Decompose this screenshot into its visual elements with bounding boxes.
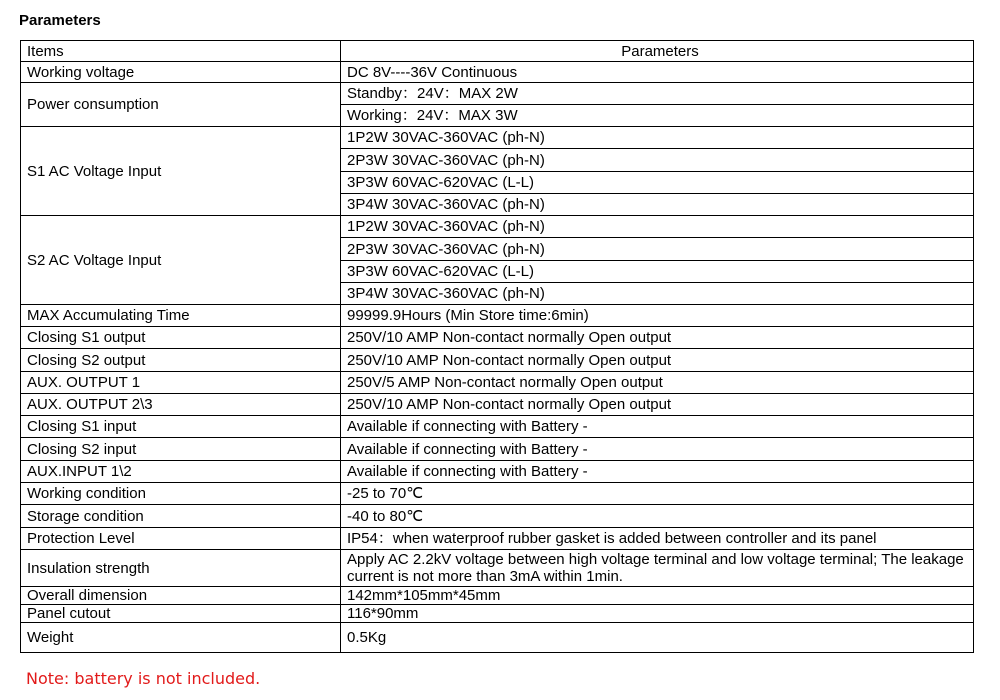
- table-row: [21, 438, 974, 461]
- item-cell: Overall dimension: [21, 587, 341, 605]
- value-cell: 3P4W 30VAC-360VAC (ph-N): [341, 283, 974, 305]
- value-cell: 1P2W 30VAC-360VAC (ph-N): [341, 127, 974, 149]
- item-cell: AUX. OUTPUT 1: [21, 372, 341, 394]
- value-cell: 3P3W 60VAC-620VAC (L-L): [341, 172, 974, 194]
- table-row: [21, 127, 974, 149]
- item-cell: Closing S1 output: [21, 327, 341, 349]
- table-row: [21, 483, 974, 505]
- value-cell: 250V/10 AMP Non-contact normally Open output: [341, 327, 974, 349]
- value-cell: 3P4W 30VAC-360VAC (ph-N): [341, 194, 974, 216]
- value-cell: -40 to 80℃: [341, 505, 974, 528]
- value-cell: 0.5Kg: [341, 623, 974, 653]
- table-row: [21, 461, 974, 483]
- value-cell: Available if connecting with Battery -: [341, 438, 974, 461]
- value-cell: 2P3W 30VAC-360VAC (ph-N): [341, 238, 974, 261]
- header-parameters: Parameters: [341, 41, 974, 62]
- item-cell: AUX.INPUT 1\2: [21, 461, 341, 483]
- value-cell: 99999.9Hours (Min Store time:6min): [341, 305, 974, 327]
- value-cell: IP54：when waterproof rubber gasket is added between controller and its panel: [341, 528, 974, 550]
- table-row: [21, 528, 974, 550]
- item-cell: Insulation strength: [21, 550, 341, 587]
- header-items: Items: [21, 41, 341, 62]
- table-header-row: [21, 41, 974, 62]
- item-cell: S2 AC Voltage Input: [21, 216, 341, 305]
- table-row: [21, 623, 974, 653]
- item-cell: MAX Accumulating Time: [21, 305, 341, 327]
- value-cell: 250V/5 AMP Non-contact normally Open output: [341, 372, 974, 394]
- table-row: [21, 349, 974, 372]
- value-cell: Available if connecting with Battery -: [341, 461, 974, 483]
- value-cell: -25 to 70℃: [341, 483, 974, 505]
- item-cell: Closing S2 input: [21, 438, 341, 461]
- item-cell: Closing S1 input: [21, 416, 341, 438]
- item-cell: S1 AC Voltage Input: [21, 127, 341, 216]
- item-cell: Working condition: [21, 483, 341, 505]
- table-row: [21, 394, 974, 416]
- table-row: [21, 550, 974, 587]
- item-cell: Storage condition: [21, 505, 341, 528]
- table-row: [21, 216, 974, 238]
- item-cell: Panel cutout: [21, 605, 341, 623]
- value-cell: 3P3W 60VAC-620VAC (L-L): [341, 261, 974, 283]
- item-cell: Protection Level: [21, 528, 341, 550]
- table-row: [21, 505, 974, 528]
- table-row: [21, 372, 974, 394]
- battery-note: Note: battery is not included.: [26, 669, 261, 688]
- table-row: [21, 605, 974, 623]
- table-row: [21, 587, 974, 605]
- item-cell: AUX. OUTPUT 2\3: [21, 394, 341, 416]
- item-cell: Working voltage: [21, 62, 341, 83]
- value-cell: 1P2W 30VAC-360VAC (ph-N): [341, 216, 974, 238]
- value-cell: Working：24V：MAX 3W: [341, 105, 974, 127]
- table-row: [21, 62, 974, 83]
- value-cell: Apply AC 2.2kV voltage between high voltage terminal and low voltage terminal; The leakage current is not more than 3mA within 1min.: [341, 550, 974, 587]
- section-heading: Parameters: [19, 12, 101, 29]
- item-cell: Closing S2 output: [21, 349, 341, 372]
- table-row: [21, 305, 974, 327]
- value-cell: DC 8V----36V Continuous: [341, 62, 974, 83]
- value-cell: Standby：24V：MAX 2W: [341, 83, 974, 105]
- value-cell: 250V/10 AMP Non-contact normally Open output: [341, 394, 974, 416]
- parameters-table: [20, 40, 974, 653]
- table-row: [21, 327, 974, 349]
- table-row: [21, 83, 974, 105]
- item-cell: Power consumption: [21, 83, 341, 127]
- value-cell: Available if connecting with Battery -: [341, 416, 974, 438]
- value-cell: 142mm*105mm*45mm: [341, 587, 974, 605]
- value-cell: 2P3W 30VAC-360VAC (ph-N): [341, 149, 974, 172]
- item-cell: Weight: [21, 623, 341, 653]
- value-cell: 250V/10 AMP Non-contact normally Open output: [341, 349, 974, 372]
- table-row: [21, 416, 974, 438]
- value-cell: 116*90mm: [341, 605, 974, 623]
